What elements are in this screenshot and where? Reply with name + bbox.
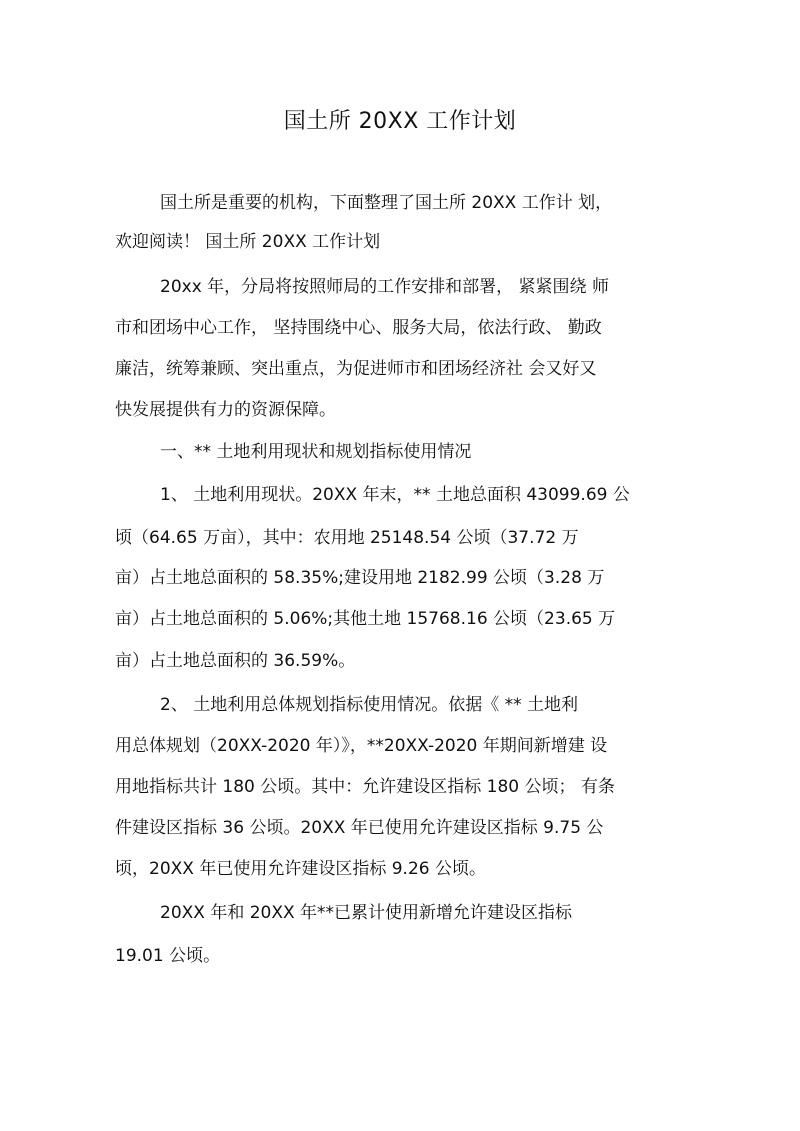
section-heading: 一、** 土地利用现状和规划指标使用情况 bbox=[160, 442, 472, 462]
paragraph-line: 国土所是重要的机构，下面整理了国土所 20XX 工作计 划， bbox=[160, 193, 613, 213]
paragraph-line: 顷（64.65 万亩），其中：农用地 25148.54 公顷（37.72 万 bbox=[115, 528, 579, 548]
paragraph-line: 用总体规划（20XX-2020 年）》，**20XX-2020 年期间新增建 设 bbox=[115, 736, 608, 756]
paragraph-line: 亩）占土地总面积的 58.35%;建设用地 2182.99 公顷（3.28 万 bbox=[115, 568, 605, 588]
paragraph-line: 1、 土地利用现状。20XX 年末，** 土地总面积 43099.69 公 bbox=[160, 485, 630, 505]
paragraph-line: 市和团场中心工作， 坚持围绕中心、服务大局，依法行政、 勤政 bbox=[115, 318, 602, 338]
document-title: 国土所 20XX 工作计划 bbox=[283, 109, 517, 134]
paragraph-line: 顷，20XX 年已使用允许建设区指标 9.26 公顷。 bbox=[115, 859, 486, 879]
paragraph-line: 2、 土地利用总体规划指标使用情况。依据《 ** 土地利 bbox=[160, 695, 579, 715]
paragraph-line: 件建设区指标 36 公顷。20XX 年已使用允许建设区指标 9.75 公 bbox=[115, 818, 604, 838]
paragraph-line: 用地指标共计 180 公顷。其中：允许建设区指标 180 公顷； 有条 bbox=[115, 777, 615, 797]
paragraph-line: 20xx 年，分局将按照师局的工作安排和部署， 紧紧围绕 师 bbox=[160, 277, 609, 297]
paragraph-line: 19.01 公顷。 bbox=[115, 946, 221, 966]
paragraph-line: 亩）占土地总面积的 36.59%。 bbox=[115, 651, 356, 671]
paragraph-line: 廉洁，统筹兼顾、突出重点，为促进师市和团场经济社 会又好又 bbox=[115, 359, 597, 379]
paragraph-line: 欢迎阅读！ 国土所 20XX 工作计划 bbox=[115, 232, 381, 252]
paragraph-line: 亩）占土地总面积的 5.06%;其他土地 15768.16 公顷（23.65 万 bbox=[115, 609, 616, 629]
paragraph-line: 20XX 年和 20XX 年**已累计使用新增允许建设区指标 bbox=[160, 903, 573, 923]
paragraph-line: 快发展提供有力的资源保障。 bbox=[115, 400, 336, 420]
